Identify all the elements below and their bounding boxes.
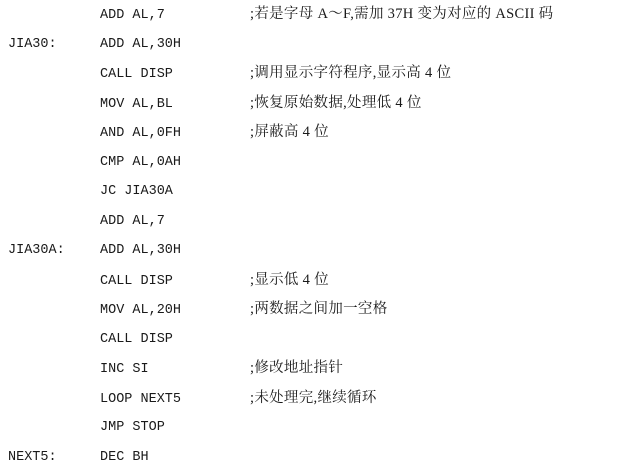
code-comment: ;恢复原始数据,处理低 4 位 — [250, 89, 422, 119]
code-line — [0, 354, 632, 384]
code-instruction: MOV AL,20H — [100, 296, 250, 326]
code-comment: ;两数据之间加一空格 — [250, 295, 388, 325]
code-instruction: ADD AL,7 — [100, 1, 250, 31]
code-label: JIA30: — [0, 30, 100, 60]
code-line — [0, 118, 632, 148]
code-instruction: INC SI — [100, 355, 250, 385]
code-line — [0, 177, 632, 207]
code-line — [0, 443, 632, 472]
code-label: NEXT5: — [0, 443, 100, 472]
code-line — [0, 0, 632, 30]
code-comment: ;若是字母 A～F,需加 37H 变为对应的 ASCII 码 — [250, 0, 554, 30]
code-line — [0, 59, 632, 89]
code-instruction: ADD AL,30H — [100, 30, 250, 60]
code-line — [0, 207, 632, 237]
code-comment: ;未处理完,继续循环 — [250, 384, 377, 414]
code-instruction: ADD AL,30H — [100, 236, 250, 266]
code-line — [0, 30, 632, 60]
code-comment: ;修改地址指针 — [250, 354, 343, 384]
code-instruction: JMP STOP — [100, 413, 250, 443]
code-line — [0, 89, 632, 119]
code-comment: ;屏蔽高 4 位 — [250, 118, 329, 148]
code-instruction: ADD AL,7 — [100, 207, 250, 237]
code-comment: ;显示低 4 位 — [250, 266, 329, 296]
code-line — [0, 413, 632, 443]
code-line — [0, 384, 632, 414]
code-instruction: LOOP NEXT5 — [100, 385, 250, 415]
code-instruction: MOV AL,BL — [100, 90, 250, 120]
code-instruction: CMP AL,0AH — [100, 148, 250, 178]
code-instruction: JC JIA30A — [100, 177, 250, 207]
code-instruction: AND AL,0FH — [100, 119, 250, 149]
code-line — [0, 325, 632, 355]
code-label: JIA30A: — [0, 236, 100, 266]
code-instruction: CALL DISP — [100, 325, 250, 355]
code-line — [0, 148, 632, 178]
code-comment: ;调用显示字符程序,显示高 4 位 — [250, 59, 451, 89]
code-instruction: CALL DISP — [100, 60, 250, 90]
code-line — [0, 295, 632, 325]
code-line — [0, 236, 632, 266]
code-instruction: CALL DISP — [100, 267, 250, 297]
code-line — [0, 266, 632, 296]
code-instruction: DEC BH — [100, 443, 250, 472]
